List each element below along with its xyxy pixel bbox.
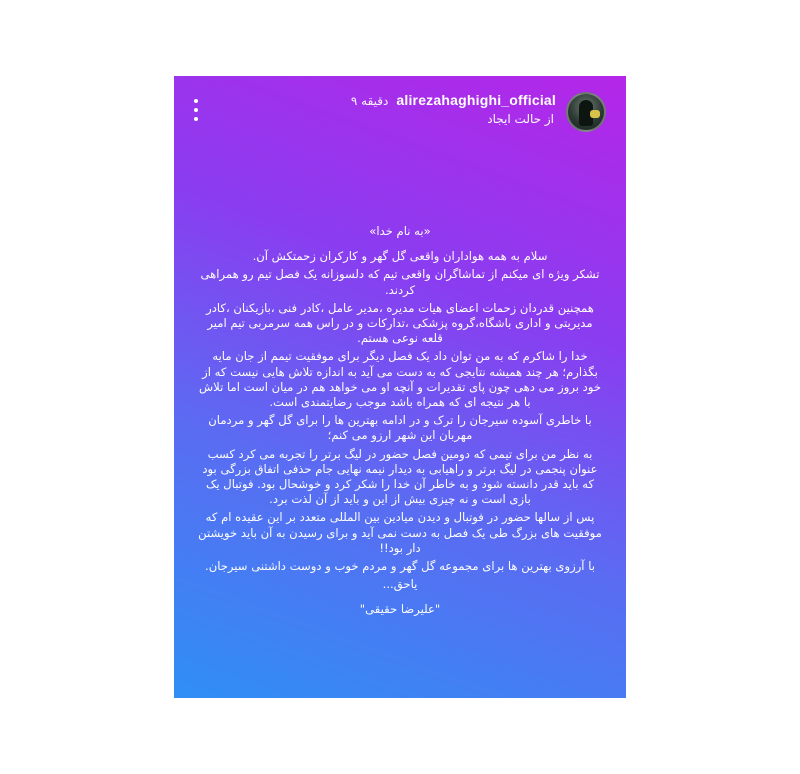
post-paragraph: پس از سالها حضور در فوتبال و دیدن میادین بین المللی متعدد بر این عقیده ام که موفقیت های بزرگ طی یک فصل به دست نمی آید و برای رسیدن به آن باید خویشتن دار بود!!	[198, 510, 602, 555]
story-subtitle: از حالت ایجاد	[487, 112, 554, 126]
post-time: ۹ دقیقه	[350, 94, 389, 108]
username-link[interactable]: alirezahaghighi_official	[396, 92, 556, 108]
post-paragraph: یاحق...	[382, 577, 418, 592]
post-paragraph: تشکر ویژه ای میکنم از تماشاگران واقعی تیم که دلسوزانه یک فصل تیم رو همراهی کردند.	[200, 267, 600, 297]
post-paragraph: با خاطری آسوده سیرجان را ترک و در ادامه بهترین ها را برای گل گهر و مردمان مهربان این شهر ارزو می کنم؛	[208, 413, 592, 443]
profile-avatar[interactable]	[566, 92, 606, 132]
post-paragraph: خدا را شاکرم که به من توان داد یک فصل دیگر برای موفقیت تیمم از جان مایه بگذارم؛ هر چند همیشه نتایجی که به دست می آید به اندازه تلاش هایی نیست که از خود بروز می دهی چون پای تقدیرات و آنچه او می خواهد هم در میان است اما تلاش با هر نتیجه ای که همراه باشد موجب رضایتمندی است.	[199, 349, 601, 410]
story-header	[174, 90, 626, 140]
post-heading: «به نام خدا»	[369, 224, 431, 238]
post-signature: "علیرضا حقیقی"	[359, 602, 441, 617]
avatar-glove	[590, 110, 600, 118]
post-paragraph: سلام به همه هواداران واقعی گل گهر و کارکران زحمتکش آن.	[252, 249, 548, 264]
story-card[interactable]	[174, 76, 626, 698]
more-vertical-icon[interactable]	[186, 96, 206, 124]
post-paragraph: به نظر من برای تیمی که دومین فصل حضور در لیگ برتر را تجربه می کرد کسب عنوان پنجمی در لیگ برتر و راهیابی به دیدار نیمه نهایی جام حذفی اتفاق بزرگی بود که باید قدر دانسته شود و به خاطر آن خدا را شکر کرد و خوشحال بود. فوتبال یک بازی است و نه چیزی بیش از این و باید از آن لذت برد.	[202, 446, 598, 507]
username-row	[351, 92, 556, 108]
post-paragraph: همچنین قدردان زحمات اعضای هیات مدیره ،مدیر عامل ،کادر فنی ،بازیکنان ،کادر مدیریتی و اداری باشگاه،گروه پزشکی ،تدارکات و در راس همه سرمربی تیم امیر قلعه نوعی هستم.	[206, 300, 594, 346]
menu-dot	[194, 117, 198, 121]
post-text	[196, 224, 604, 621]
menu-dot	[194, 99, 198, 103]
post-paragraph: با آرزوی بهترین ها برای مجموعه گل گهر و مردم خوب و دوست داشتنی سیرجان.	[205, 559, 595, 574]
menu-dot	[194, 108, 198, 112]
